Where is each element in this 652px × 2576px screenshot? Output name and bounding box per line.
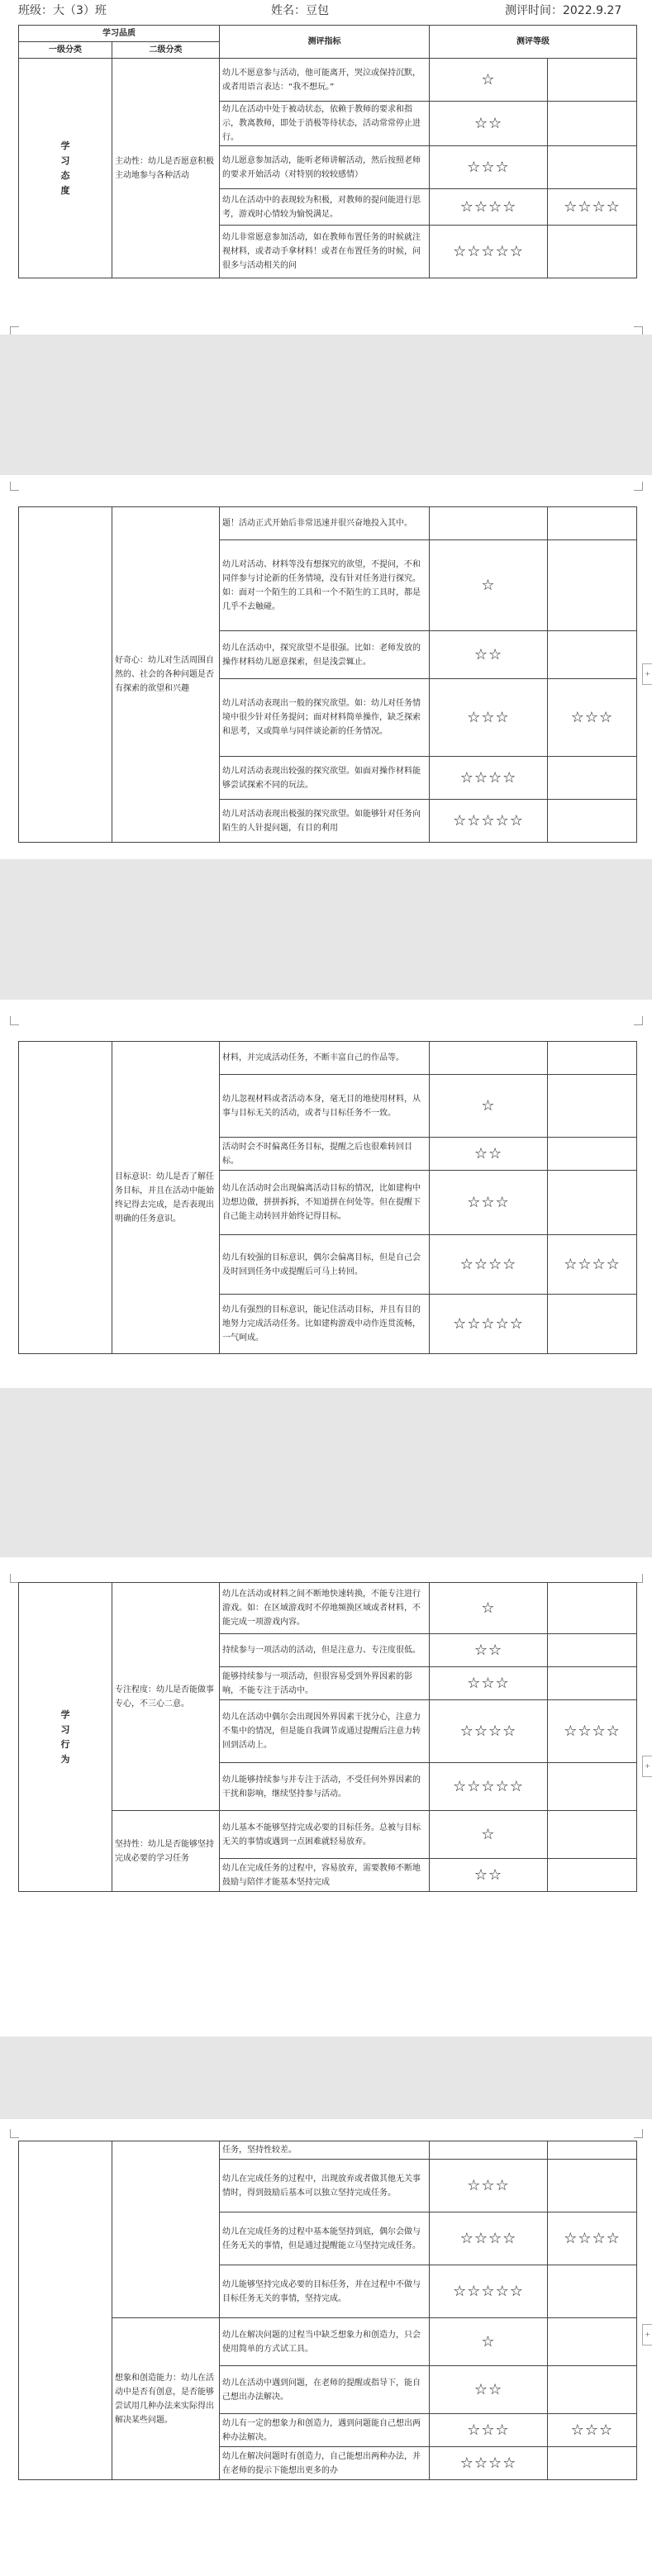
indicator-cell: 能够持续参与一项活动，但很容易受到外界因素的影响，不能专注于活动中。 xyxy=(220,1667,430,1700)
star-rating-option[interactable]: ☆☆☆☆ xyxy=(430,757,548,800)
selected-rating-cell[interactable] xyxy=(548,2160,637,2212)
side-scroll-handle[interactable]: + xyxy=(642,663,652,685)
selected-rating-cell[interactable] xyxy=(548,1138,637,1171)
star-rating-option[interactable] xyxy=(430,507,548,540)
indicator-cell: 幼儿能够坚持完成必要的目标任务，并在过程中不做与目标任务无关的事情，坚持完成。 xyxy=(220,2265,430,2318)
indicator-cell: 幼儿对活动表现出一般的探究欲望。如：幼儿对任务情境中很少针对任务提问；面对材料简单操作，缺乏探索和思考，又或简单与同伴谈论新的任务情况。 xyxy=(220,679,430,757)
category-focus: 专注程度：幼儿是否能做事专心，不三心二意。 xyxy=(112,1583,220,1811)
indicator-cell: 幼儿对活动表现出较强的探究欲望。如面对操作材料能够尝试探索不同的玩法。 xyxy=(220,757,430,800)
indicator-cell: 幼儿在活动中遇到问题，在老师的提醒或指导下，能自己想出办法解决。 xyxy=(220,2366,430,2414)
indicator-cell: 幼儿有强烈的目标意识，能记住活动目标，并且有目的地努力完成活动任务。比如建构游戏中动作连贯流畅，一气呵成。 xyxy=(220,1295,430,1354)
page-gap xyxy=(0,859,652,1000)
indicator-cell: 材料，并完成活动任务，不断丰富自己的作品等。 xyxy=(220,1042,430,1075)
star-rating-option[interactable] xyxy=(430,1042,548,1075)
page-corner-mark xyxy=(10,2129,19,2138)
indicator-cell: 幼儿有较强的目标意识，偶尔会偏离目标，但是自己会及时回到任务中或提醒后可马上转回。 xyxy=(220,1235,430,1295)
indicator-cell: 幼儿在活动时会出现偏离活动目标的情况，比如建构中边想边做，拼拼拆拆，不知道拼在何处等。但在提醒下自己能主动转回并始终记得目标。 xyxy=(220,1171,430,1235)
star-rating-option[interactable]: ☆☆ xyxy=(430,102,548,146)
star-rating-option[interactable]: ☆☆☆☆ xyxy=(430,2212,548,2265)
evaluation-table-page-1 xyxy=(18,25,637,278)
star-rating-option[interactable]: ☆ xyxy=(430,540,548,631)
category-initiative: 主动性：幼儿是否愿意积极主动地参与各种活动 xyxy=(112,59,220,278)
section-attitude-continued xyxy=(19,507,112,843)
selected-rating[interactable]: ☆☆☆☆ xyxy=(548,1235,637,1295)
star-rating-option[interactable]: ☆☆☆ xyxy=(430,1667,548,1700)
indicator-cell: 幼儿在活动中，探究欲望不是很强。比如：老师发放的操作材料幼儿愿意探索，但是浅尝辄止。 xyxy=(220,631,430,679)
section-attitude-continued xyxy=(19,1042,112,1354)
class-label: 班级：大（3）班 xyxy=(18,4,107,17)
star-rating-option[interactable]: ☆☆☆☆☆ xyxy=(430,1295,548,1354)
star-rating-option[interactable]: ☆☆☆ xyxy=(430,2414,548,2447)
rating-header: 测评等级 xyxy=(430,26,637,59)
page-corner-mark xyxy=(634,2129,643,2138)
selected-rating[interactable]: ☆☆☆ xyxy=(548,679,637,757)
indicator-header: 测评指标 xyxy=(220,26,430,59)
indicator-cell: 幼儿非常愿意参加活动，如在教师布置任务的时候就注视材料，或者动手拿材料！或者在布置任务的时候，问很多与活动相关的问 xyxy=(220,226,430,278)
star-rating-option[interactable]: ☆☆☆☆☆ xyxy=(430,800,548,843)
selected-rating[interactable]: ☆☆☆☆ xyxy=(548,1700,637,1763)
section-behavior-continued xyxy=(19,2141,112,2480)
star-rating-option[interactable]: ☆☆☆☆ xyxy=(430,1700,548,1763)
side-scroll-handle[interactable]: + xyxy=(642,2324,652,2345)
selected-rating-cell[interactable] xyxy=(548,631,637,679)
selected-rating-cell[interactable] xyxy=(548,1634,637,1667)
indicator-cell: 任务，坚持性较差。 xyxy=(220,2141,430,2160)
selected-rating[interactable]: ☆☆☆☆ xyxy=(548,2212,637,2265)
selected-rating-cell[interactable] xyxy=(548,800,637,843)
selected-rating-cell[interactable] xyxy=(548,1171,637,1235)
selected-rating-cell[interactable] xyxy=(548,102,637,146)
star-rating-option[interactable]: ☆☆ xyxy=(430,1138,548,1171)
page-gap xyxy=(0,335,652,475)
selected-rating-cell[interactable] xyxy=(548,540,637,631)
indicator-cell: 幼儿在活动中处于被动状态，依赖于教师的要求和指示，教离教师，即处于消极等待状态，活动常常停止进行。 xyxy=(220,102,430,146)
star-rating-option[interactable]: ☆ xyxy=(430,1075,548,1138)
star-rating-option[interactable]: ☆ xyxy=(430,1583,548,1634)
selected-rating-cell[interactable] xyxy=(548,59,637,102)
star-rating-option[interactable]: ☆☆☆ xyxy=(430,1171,548,1235)
selected-rating-cell[interactable] xyxy=(548,2447,637,2480)
page-corner-mark xyxy=(634,1016,643,1025)
selected-rating-cell[interactable] xyxy=(548,2265,637,2318)
selected-rating[interactable]: ☆☆☆☆ xyxy=(548,189,637,226)
indicator-cell: 幼儿在解决问题的过程当中缺乏想象力和创造力，只会使用简单的方式试工具。 xyxy=(220,2318,430,2366)
level1-header: 一级分类 xyxy=(19,42,112,59)
indicator-cell: 幼儿在完成任务的过程中基本能坚持到底，偶尔会做与任务无关的事情，但是通过提醒能立马坚持完成任务。 xyxy=(220,2212,430,2265)
indicator-cell: 幼儿在活动或材料之间不断地快速转换，不能专注进行游戏。如：在区域游戏时不停地频换区域或者材料，不能完成一项游戏内容。 xyxy=(220,1583,430,1634)
indicator-cell: 幼儿不愿意参与活动，他可能离开，哭泣或保持沉默，或者用语言表达：“我不想玩。” xyxy=(220,59,430,102)
indicator-cell: 持续参与一项活动的活动，但是注意力、专注度很低。 xyxy=(220,1634,430,1667)
star-rating-option[interactable]: ☆ xyxy=(430,59,548,102)
category-persistence-continued xyxy=(112,2141,220,2318)
indicator-cell: 活动时会不时偏离任务目标，提醒之后也很难转回目标。 xyxy=(220,1138,430,1171)
document-header xyxy=(0,0,652,25)
star-rating-option[interactable]: ☆☆☆☆ xyxy=(430,1235,548,1295)
star-rating-option[interactable]: ☆☆☆ xyxy=(430,679,548,757)
selected-rating-cell[interactable] xyxy=(548,2318,637,2366)
indicator-cell: 幼儿在活动中偶尔会出现因外界因素干扰分心，注意力不集中的情况，但是能自我调节或通过提醒后注意力转回到活动上。 xyxy=(220,1700,430,1763)
evaluation-table-page-5 xyxy=(18,2141,637,2480)
indicator-cell: 幼儿能够持续参与并专注于活动，不受任何外界因素的干扰和影响，继续坚持参与活动。 xyxy=(220,1763,430,1811)
star-rating-option[interactable]: ☆☆☆☆☆ xyxy=(430,2265,548,2318)
star-rating-option[interactable] xyxy=(430,2141,548,2160)
category-imagination: 想象和创造能力：幼儿在活动中是否有创意，是否能够尝试用几种办法来实际得出解决某些问题。 xyxy=(112,2318,220,2480)
indicator-cell: 幼儿基本不能够坚持完成必要的目标任务。总被与目标无关的事情或遇到一点困难就轻易放弃。 xyxy=(220,1811,430,1859)
indicator-cell: 幼儿愿意参加活动，能听老师讲解活动，然后按照老师的要求开始活动（对特别的较较感情） xyxy=(220,146,430,189)
page-corner-mark xyxy=(10,482,19,491)
selected-rating-cell[interactable] xyxy=(548,1667,637,1700)
indicator-cell: 幼儿在活动中的表现较为积极，对教师的提问能进行思考，游戏时心情较为愉悦满足。 xyxy=(220,189,430,226)
indicator-cell: 幼儿在完成任务的过程中，容易放弃，需要教师不断地鼓励与陪伴才能基本坚持完成 xyxy=(220,1859,430,1892)
category-persistence: 坚持性：幼儿是否能够坚持完成必要的学习任务 xyxy=(112,1811,220,1892)
evaluation-table-page-4 xyxy=(18,1582,637,1892)
page-5 xyxy=(0,2119,652,2576)
indicator-cell: 幼儿对活动、材料等没有想探究的欲望，不提问，不和同伴参与讨论新的任务情境，没有针对任务进行探究。如：面对一个陌生的工具和一个不陌生的工具时，都是几乎不去触碰。 xyxy=(220,540,430,631)
page-gap xyxy=(0,2037,652,2119)
indicator-cell: 幼儿有一定的想象力和创造力，遇到问题能自己想出两种办法解决。 xyxy=(220,2414,430,2447)
star-rating-option[interactable]: ☆☆ xyxy=(430,1859,548,1892)
star-rating-option[interactable]: ☆☆☆☆ xyxy=(430,189,548,226)
selected-rating-cell[interactable] xyxy=(548,1811,637,1859)
side-scroll-handle[interactable]: + xyxy=(642,1756,652,1777)
star-rating-option[interactable]: ☆☆☆☆☆ xyxy=(430,226,548,278)
section-attitude: 学习态度 xyxy=(19,59,112,278)
star-rating-option[interactable]: ☆☆ xyxy=(430,2366,548,2414)
selected-rating-cell[interactable] xyxy=(548,146,637,189)
selected-rating-cell[interactable] xyxy=(548,1042,637,1075)
indicator-cell: 幼儿忽视材料或者活动本身，毫无目的地使用材料，从事与目标无关的活动，或者与目标任务不一致。 xyxy=(220,1075,430,1138)
star-rating-option[interactable]: ☆☆ xyxy=(430,631,548,679)
indicator-cell: 幼儿在解决问题时有创造力，自己能想出两种办法，并在老师的提示下能想出更多的办 xyxy=(220,2447,430,2480)
page-3 xyxy=(0,1000,652,1388)
selected-rating-cell[interactable] xyxy=(548,2141,637,2160)
selected-rating-cell[interactable] xyxy=(548,1583,637,1634)
page-gap xyxy=(0,1388,652,1557)
selected-rating-cell[interactable] xyxy=(548,1075,637,1138)
page-corner-mark xyxy=(10,1016,19,1025)
name-label: 姓名：豆包 xyxy=(271,4,329,17)
selected-rating[interactable]: ☆☆☆ xyxy=(548,2414,637,2447)
selected-rating-cell[interactable] xyxy=(548,2366,637,2414)
star-rating-option[interactable]: ☆ xyxy=(430,2318,548,2366)
group-header: 学习品质 xyxy=(19,26,220,42)
evaluation-table-page-2 xyxy=(18,506,637,843)
indicator-cell: 幼儿在完成任务的过程中，出现放弃或者做其他无关事情时，得到鼓励后基本可以独立坚持完成任务。 xyxy=(220,2160,430,2212)
selected-rating-cell[interactable] xyxy=(548,757,637,800)
selected-rating-cell[interactable] xyxy=(548,1295,637,1354)
indicator-cell: 幼儿对活动表现出极强的探究欲望。如能够针对任务向陌生的人针提问题，有目的利用 xyxy=(220,800,430,843)
indicator-cell: 题！活动正式开始后非常迅速并很兴奋地投入其中。 xyxy=(220,507,430,540)
star-rating-option[interactable]: ☆☆☆ xyxy=(430,146,548,189)
star-rating-option[interactable]: ☆☆☆☆☆ xyxy=(430,1763,548,1811)
selected-rating-cell[interactable] xyxy=(548,226,637,278)
star-rating-option[interactable]: ☆☆ xyxy=(430,1634,548,1667)
date-label: 测评时间：2022.9.27 xyxy=(505,4,622,17)
category-curiosity: 好奇心：幼儿对生活周围自然的、社会的各种问题是否有探索的欲望和兴趣 xyxy=(112,507,220,843)
section-behavior: 学习行为 xyxy=(19,1583,112,1892)
page-corner-mark xyxy=(634,482,643,491)
page-4 xyxy=(0,1557,652,2037)
star-rating-option[interactable]: ☆☆☆☆ xyxy=(430,2447,548,2480)
evaluation-table-page-3 xyxy=(18,1041,637,1354)
selected-rating-cell[interactable] xyxy=(548,1859,637,1892)
star-rating-option[interactable]: ☆☆☆ xyxy=(430,2160,548,2212)
page-1 xyxy=(0,0,652,335)
selected-rating-cell[interactable] xyxy=(548,1763,637,1811)
category-goal-awareness: 目标意识：幼儿是否了解任务目标，并且在活动中能始终记得去完成，是否表现出明确的任务意识。 xyxy=(112,1042,220,1354)
page-2 xyxy=(0,475,652,859)
selected-rating-cell[interactable] xyxy=(548,507,637,540)
star-rating-option[interactable]: ☆ xyxy=(430,1811,548,1859)
level2-header: 二级分类 xyxy=(112,42,220,59)
